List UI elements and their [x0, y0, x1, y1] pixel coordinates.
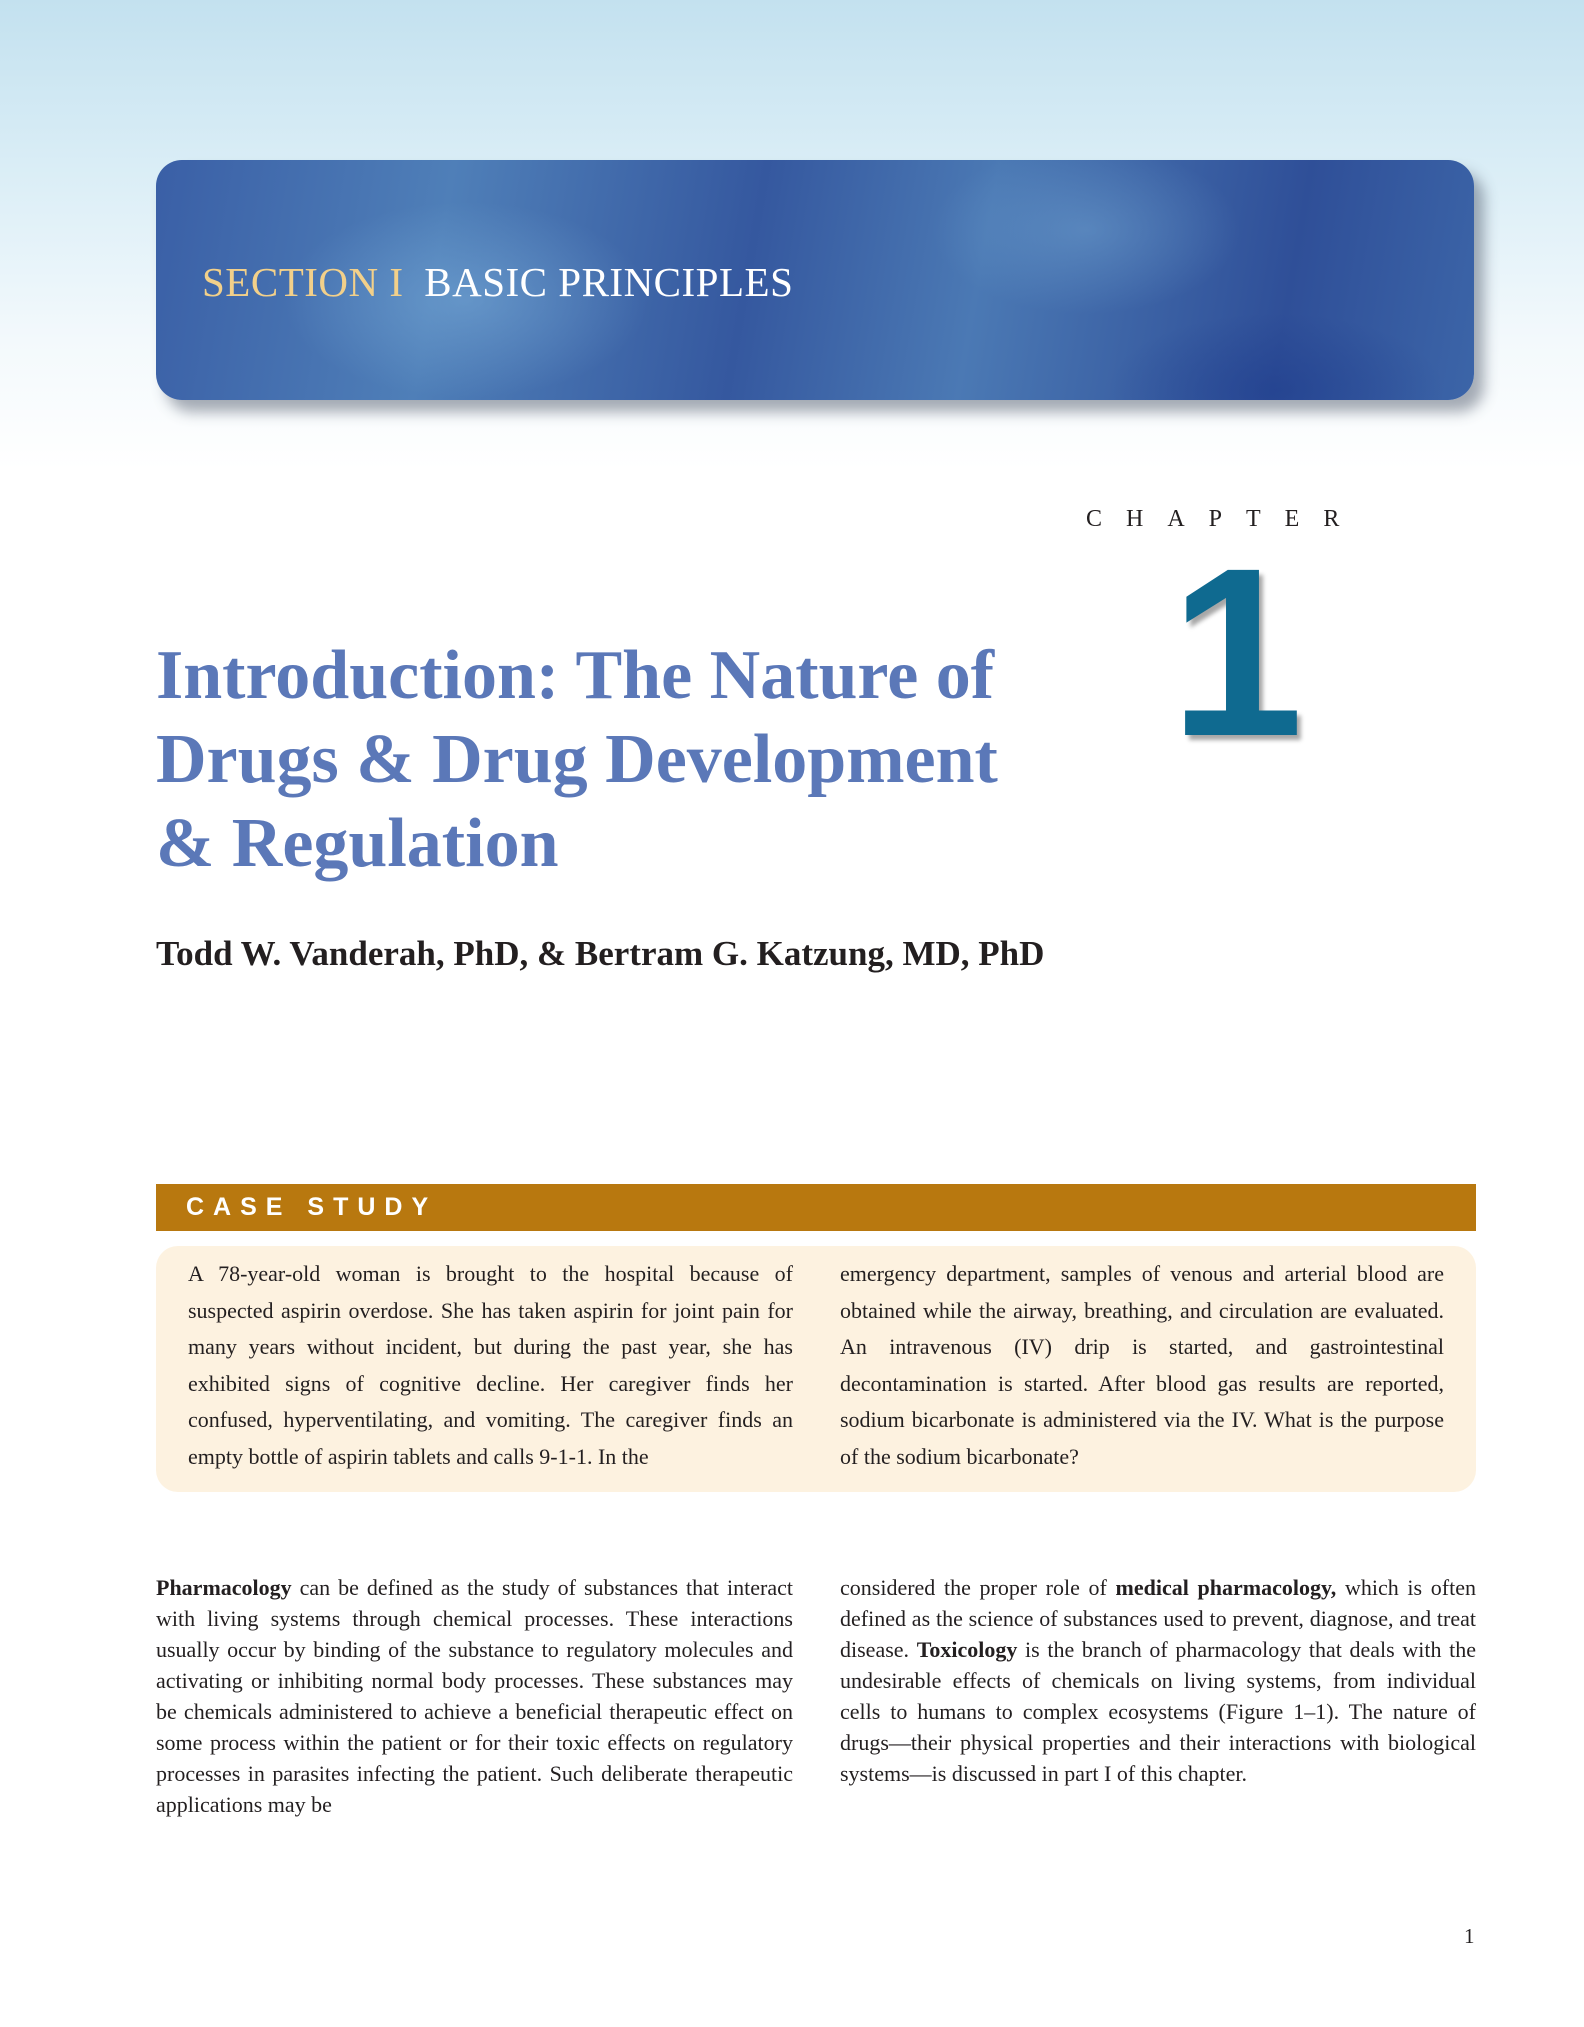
- chapter-label: CHAPTER: [1086, 506, 1364, 532]
- chapter-title-line: Introduction: The Nature of: [156, 637, 995, 714]
- chapter-number: 1: [1170, 518, 1304, 786]
- medical-pharmacology-term: medical pharmacology,: [1115, 1575, 1337, 1600]
- body-column-left: [156, 1572, 793, 1820]
- case-study-box: [156, 1246, 1476, 1492]
- toxicology-term: Toxicology: [916, 1637, 1018, 1662]
- body-text: which is often defined as the science of substances used to prevent, diagnose, and treat disease.: [840, 1575, 1476, 1662]
- body-text: can be defined as the study of substances that interact with living systems through chemical processes. These interactions usually occur by binding of the substance to regulatory molecules and activating or inhibiting normal body processes. These substances may be chemicals administered to achieve a beneficial therapeutic effect on some process within the patient or for their toxic effects on regulatory processes in parasites infecting the patient. Such deliberate therapeutic applications may be: [156, 1575, 793, 1817]
- pharmacology-term: Pharmacology: [156, 1575, 292, 1600]
- chapter-title: [156, 634, 1116, 886]
- banner-section-label: SECTION I: [202, 259, 404, 305]
- body-text: considered the proper role of: [840, 1575, 1116, 1600]
- banner-section-title: BASIC PRINCIPLES: [424, 259, 794, 305]
- chapter-title-line: Drugs & Drug Development: [156, 721, 998, 798]
- chapter-title-line: & Regulation: [156, 805, 559, 882]
- case-study-text-right: emergency department, samples of venous and arterial blood are obtained while the airway, breathing, and circulation are evaluated. An intravenous (IV) drip is started, and gastrointestinal decontamination is started. After blood gas results are reported, sodium bicarbonate is administered via the IV. What is the purpose of the sodium bicarbonate?: [840, 1261, 1444, 1469]
- case-study-header: [156, 1184, 1476, 1231]
- section-banner: [156, 160, 1474, 400]
- case-study-text-left: A 78-year-old woman is brought to the hospital because of suspected aspirin overdose. She has taken aspirin for joint pain for many years without incident, but during the past year, she has exhibited signs of cognitive decline. Her caregiver finds her confused, hyperventilating, and vomiting. The caregiver finds an empty bottle of aspirin tablets and calls 9-1-1. In the: [188, 1261, 793, 1469]
- body-text: is the branch of pharmacology that deals with the undesirable effects of chemicals on living systems, from individual cells to humans to complex ecosystems (Figure 1–1). The nature of drugs—their physical properties and their interactions with biological systems—is discussed in part I of this chapter.: [840, 1637, 1476, 1786]
- body-column-right: [840, 1572, 1476, 1789]
- chapter-authors: Todd W. Vanderah, PhD, & Bertram G. Katzung, MD, PhD: [156, 934, 1045, 973]
- page-number: 1: [1464, 1924, 1475, 1948]
- banner-heading: [202, 258, 793, 306]
- case-study-header-label: CASE STUDY: [186, 1193, 438, 1221]
